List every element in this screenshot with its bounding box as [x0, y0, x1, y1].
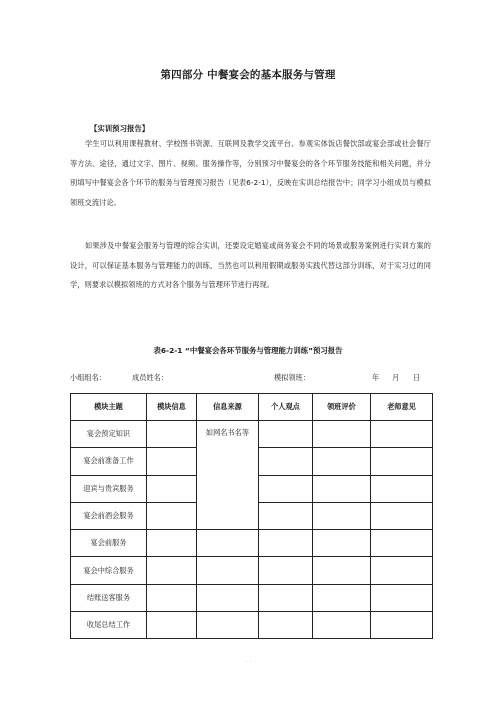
section-label: 【实训预习报告】: [90, 124, 150, 133]
module-topic-cell: 宴会前服务: [71, 530, 147, 557]
info-source-cell: [197, 612, 259, 639]
year-label: 年: [372, 373, 380, 382]
preview-report-table: [70, 393, 433, 639]
day-label: 日: [413, 373, 421, 382]
teacher-opinion-cell: [371, 421, 433, 448]
module-info-cell: [147, 612, 197, 639]
teacher-opinion-cell: [371, 502, 433, 529]
info-source-cell: [197, 530, 259, 557]
personal-view-cell: [259, 421, 313, 448]
paragraph-2: 如果涉及中餐宴会服务与管理的综合实训，还要设定婚宴或商务宴会不同的场景或服务案例进行实训方案的设计，可以保证基本服务与管理能力的训练，当然也可以利用假期或服务实践代替这部分训练，对于实习过的同学，则要求以模拟领班的方式对各个服务与管理环节进行再现。: [70, 241, 431, 289]
personal-view-cell: [259, 502, 313, 529]
table-row: [71, 584, 433, 611]
personal-view-cell: [259, 475, 313, 502]
page-title: 第四部分 中餐宴会的基本服务与管理: [160, 69, 336, 81]
info-source-cell: 如网名书名等: [197, 421, 259, 530]
info-source-cell: [197, 557, 259, 584]
table-row: [71, 612, 433, 639]
module-info-cell: [147, 530, 197, 557]
leader-review-cell: [313, 448, 371, 475]
module-topic-cell: 收尾总结工作: [71, 612, 147, 639]
table-row: [71, 421, 433, 448]
page-footer-mark: · ·: [246, 659, 252, 666]
leader-review-cell: [313, 530, 371, 557]
leader-review-cell: [313, 502, 371, 529]
leader-review-cell: [313, 421, 371, 448]
module-info-cell: [147, 584, 197, 611]
teacher-opinion-cell: [371, 530, 433, 557]
leader-review-cell: [313, 612, 371, 639]
table-row: [71, 530, 433, 557]
module-info-cell: [147, 475, 197, 502]
table-header-cell: 个人观点: [259, 394, 313, 421]
group-name-label: 小组组名：: [70, 373, 106, 382]
personal-view-cell: [259, 584, 313, 611]
table-header-cell: 信息来源: [197, 394, 259, 421]
table-caption: 表6-2-1 “中餐宴会各环节服务与管理能力训练”预习报告: [153, 346, 343, 355]
module-info-cell: [147, 448, 197, 475]
table-row: [71, 557, 433, 584]
table-header-row: [71, 394, 433, 421]
table-header-cell: 领班评价: [313, 394, 371, 421]
teacher-opinion-cell: [371, 475, 433, 502]
table-header-cell: 模块信息: [147, 394, 197, 421]
table-header-cell: 模块主题: [71, 394, 147, 421]
month-label: 月: [392, 373, 400, 382]
module-info-cell: [147, 421, 197, 448]
personal-view-cell: [259, 612, 313, 639]
module-topic-cell: 宴会中综合服务: [71, 557, 147, 584]
teacher-opinion-cell: [371, 448, 433, 475]
leader-review-cell: [313, 475, 371, 502]
module-topic-cell: 宴会前酒会服务: [71, 502, 147, 529]
module-topic-cell: 宴会预定知识: [71, 421, 147, 448]
table-header-cell: 老师意见: [371, 394, 433, 421]
member-name-label: 成员姓名：: [132, 373, 168, 382]
teacher-opinion-cell: [371, 612, 433, 639]
personal-view-cell: [259, 557, 313, 584]
teacher-opinion-cell: [371, 557, 433, 584]
leader-review-cell: [313, 584, 371, 611]
personal-view-cell: [259, 530, 313, 557]
module-topic-cell: 结账送客服务: [71, 584, 147, 611]
module-topic-cell: 迎宾与贵宾服务: [71, 475, 147, 502]
module-topic-cell: 宴会前准备工作: [71, 448, 147, 475]
class-leader-label: 模拟领班：: [274, 373, 310, 382]
module-info-cell: [147, 502, 197, 529]
report-info-row: [70, 373, 432, 385]
personal-view-cell: [259, 448, 313, 475]
module-info-cell: [147, 557, 197, 584]
info-source-cell: [197, 584, 259, 611]
paragraph-1: 学生可以利用课程教材、学校图书资源、互联网及教学交流平台、参观实体饭店餐饮部或宴会部或社会餐厅等方法、途径，通过文字、图片、视频、服务操作等，分别预习中餐宴会的各个环节服务技能和相关问题，并分别填写中餐宴会各个环节的服务与管理预习报告（见表6-2-1），反映在实训总结报告中；同学习小组成员与模拟领班交流讨论。: [70, 139, 431, 207]
leader-review-cell: [313, 557, 371, 584]
teacher-opinion-cell: [371, 584, 433, 611]
